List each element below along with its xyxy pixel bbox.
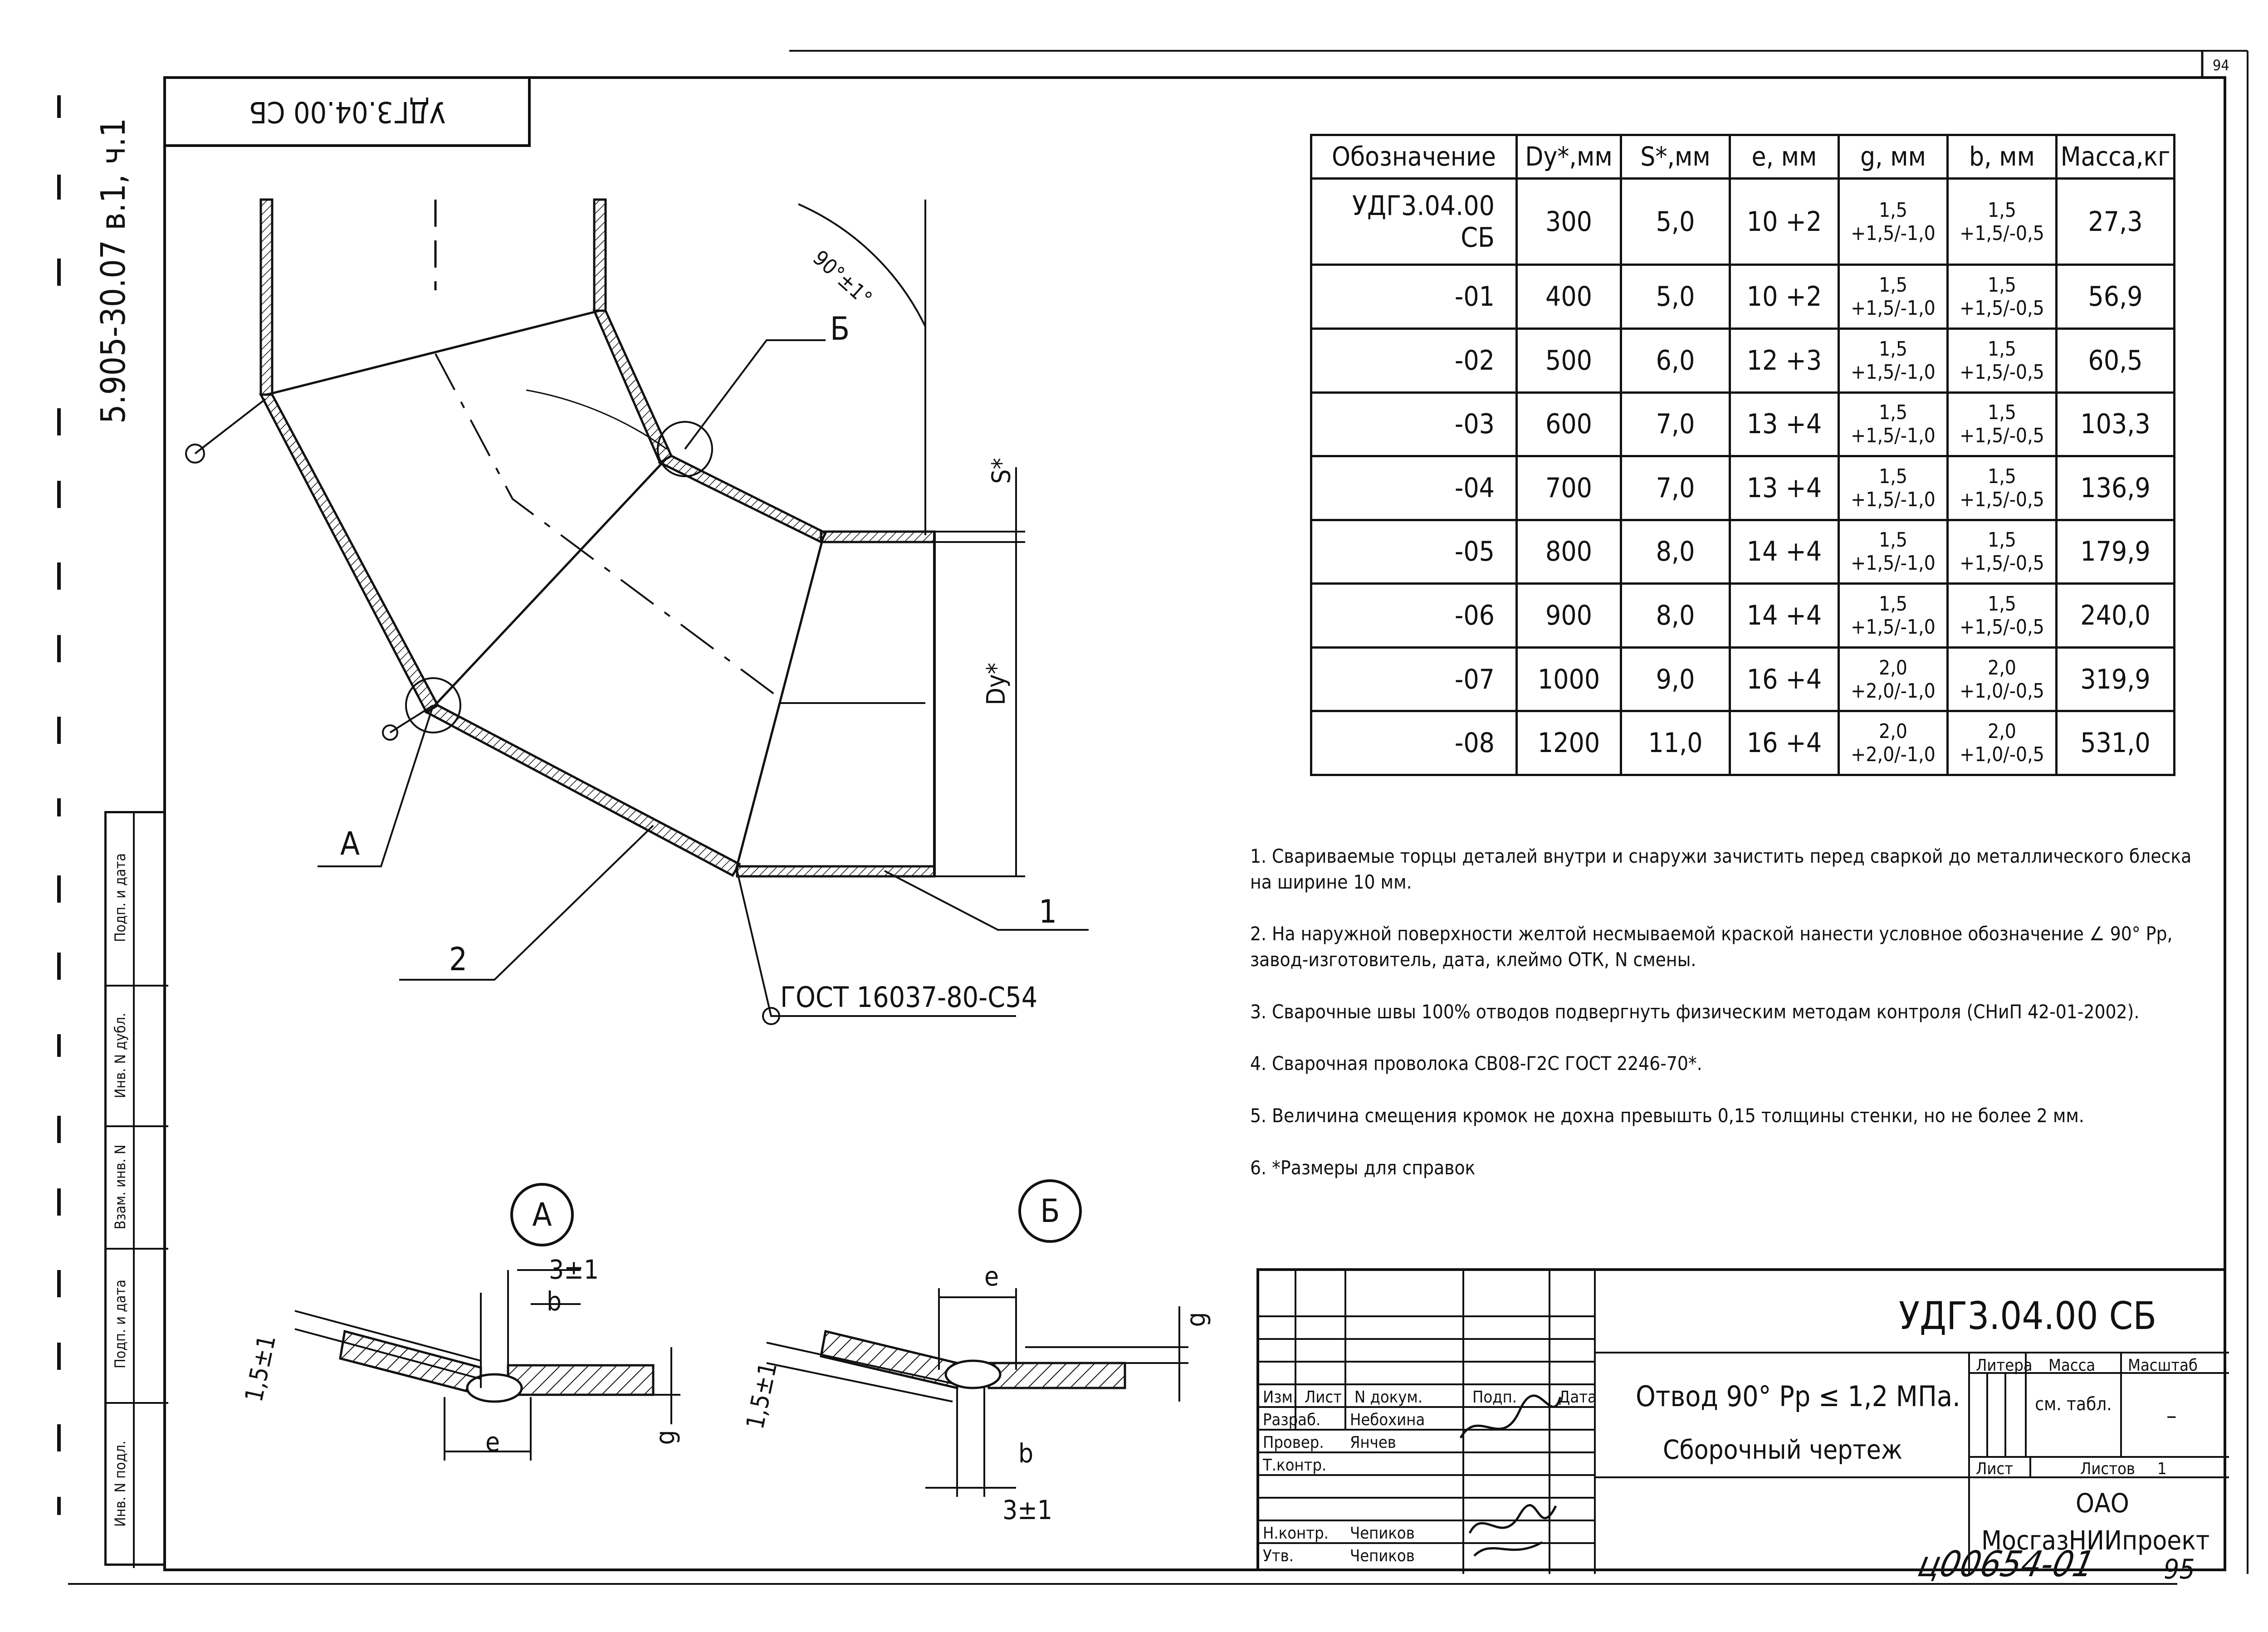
- detail-a-b: b: [547, 1286, 562, 1317]
- tb-litera-label: Литера: [1976, 1356, 2033, 1375]
- cell: -02: [1311, 328, 1517, 392]
- cell: 700: [1517, 456, 1621, 520]
- cell: 531,0: [2057, 711, 2175, 775]
- cell: 8,0: [1621, 520, 1730, 584]
- cell: 179,9: [2057, 520, 2175, 584]
- cell: 1,5 +1,5/-0,5: [1948, 456, 2057, 520]
- cell: 1,5 +1,5/-1,0: [1839, 178, 1948, 264]
- tb-sheet-label: Лист: [1976, 1460, 2014, 1478]
- stamp-duplicate-no: Инв. N дубл.: [112, 1012, 129, 1099]
- cell: 9,0: [1621, 647, 1730, 711]
- specification-table: [1310, 134, 2175, 776]
- tb-part-name: Отвод 90° Рр ≤ 1,2 МПа.: [1636, 1380, 1960, 1413]
- detail-b-g: g: [1180, 1312, 1212, 1327]
- title-block: [1256, 1268, 2226, 1571]
- detail-a-weld: [236, 1252, 689, 1506]
- tb-organization-1: ОАО: [2076, 1488, 2129, 1519]
- technical-notes: [1250, 844, 2203, 1207]
- cell: 1,5 +1,5/-1,0: [1839, 520, 1948, 584]
- cell: 2,0 +2,0/-1,0: [1839, 711, 1948, 775]
- detail-b-e: e: [984, 1261, 999, 1292]
- cell: 14 +4: [1730, 584, 1839, 648]
- cell: 2,0 +1,0/-0,5: [1948, 647, 2057, 711]
- tb-scale-label: Масштаб: [2128, 1356, 2198, 1375]
- cell: 11,0: [1621, 711, 1730, 775]
- tb-sheets-label: Листов: [2080, 1460, 2135, 1478]
- detail-b-label: [1018, 1179, 1082, 1243]
- cell: 1,5 +1,5/-0,5: [1948, 520, 2057, 584]
- tb-name-developer: Небохина: [1350, 1411, 1425, 1429]
- cell: 1,5 +1,5/-1,0: [1839, 328, 1948, 392]
- sheet-number-top: 94: [2213, 57, 2229, 74]
- cell: 1,5 +1,5/-1,0: [1839, 456, 1948, 520]
- cell: 500: [1517, 328, 1621, 392]
- cell: 1,5 +1,5/-1,0: [1839, 392, 1948, 456]
- cell: 600: [1517, 392, 1621, 456]
- cell: 27,3: [2057, 178, 2175, 264]
- note-6: 6. *Размеры для справок: [1250, 1156, 1476, 1179]
- cell: 7,0: [1621, 456, 1730, 520]
- note-4: 4. Сварочная проволока СВ08-Г2С ГОСТ 2246-70*.: [1250, 1052, 1702, 1075]
- leader-label-2: 2: [449, 941, 468, 978]
- leader-label-1: 1: [1039, 893, 1057, 930]
- tb-mass-value: см. табл.: [2035, 1394, 2112, 1415]
- table-row: [1311, 328, 2175, 392]
- header-dy: Dy*,мм: [1517, 135, 1621, 179]
- cell: -03: [1311, 392, 1517, 456]
- cell: 13 +4: [1730, 456, 1839, 520]
- cell: 2,0 +1,0/-0,5: [1948, 711, 2057, 775]
- cell: 16 +4: [1730, 647, 1839, 711]
- inverted-designation: УДГ3.04.00 СБ: [249, 95, 445, 128]
- table-row: [1311, 647, 2175, 711]
- note-3: 3. Сварочные швы 100% отводов подвергнуть физическим методам контроля (СНиП 42-01-2002).: [1250, 1000, 2140, 1023]
- tb-name-norm-control: Чепиков: [1350, 1524, 1415, 1543]
- elbow-assembly-drawing: [0, 0, 1270, 1089]
- cell: 56,9: [2057, 265, 2175, 329]
- detail-a-offset: 1,5±1: [239, 1332, 282, 1405]
- leader-label-B: Б: [830, 310, 850, 347]
- weld-standard-label: ГОСТ 16037-80-С54: [780, 981, 1038, 1014]
- table-row: [1311, 392, 2175, 456]
- cell: 1,5 +1,5/-1,0: [1839, 584, 1948, 648]
- cell: 8,0: [1621, 584, 1730, 648]
- tb-scale-value: –: [2166, 1402, 2177, 1429]
- side-document-code: 5.905-30.07 в.1, ч.1: [94, 117, 133, 424]
- table-row: [1311, 178, 2175, 264]
- stamp-sign-date-2: Подп. и дата: [112, 1279, 129, 1369]
- tb-designation: УДГ3.04.00 СБ: [1899, 1294, 2157, 1338]
- cell: 300: [1517, 178, 1621, 264]
- tb-col-docno: N докум.: [1354, 1388, 1423, 1407]
- cell: -07: [1311, 647, 1517, 711]
- cell: 5,0: [1621, 265, 1730, 329]
- cell: 2,0 +2,0/-1,0: [1839, 647, 1948, 711]
- cell: 1,5 +1,5/-0,5: [1948, 328, 2057, 392]
- tb-col-change: Изм.: [1263, 1388, 1298, 1407]
- note-2: 2. На наружной поверхности желтой несмываемой краской нанести условное обозначение ∠ 90° Рр, завод-изготовитель, дата, клеймо ОТК, N смены.: [1250, 923, 2173, 971]
- cell: 10 +2: [1730, 178, 1839, 264]
- signatures: [1452, 1370, 1569, 1569]
- angle-label: 90°±1°: [808, 245, 877, 311]
- cell: 10 +2: [1730, 265, 1839, 329]
- tb-name-checker: Янчев: [1350, 1433, 1396, 1452]
- cell: 136,9: [2057, 456, 2175, 520]
- tb-role-approver: Утв.: [1263, 1547, 1294, 1565]
- cell: 1,5 +1,5/-0,5: [1948, 265, 2057, 329]
- dim-wall-thickness: S*: [987, 458, 1017, 484]
- detail-a-label: [510, 1183, 574, 1246]
- cell: 400: [1517, 265, 1621, 329]
- header-mass: Масса,кг: [2057, 135, 2175, 179]
- cell: -08: [1311, 711, 1517, 775]
- cell: УДГ3.04.00 СБ: [1311, 178, 1517, 264]
- tb-col-date: Дата: [1559, 1388, 1597, 1407]
- tb-col-sign: Подп.: [1472, 1388, 1517, 1407]
- cell: 900: [1517, 584, 1621, 648]
- cell: 1200: [1517, 711, 1621, 775]
- detail-b-b: b: [1018, 1438, 1034, 1469]
- cell: 103,3: [2057, 392, 2175, 456]
- cell: 13 +4: [1730, 392, 1839, 456]
- cell: 240,0: [2057, 584, 2175, 648]
- header-s: S*,мм: [1621, 135, 1730, 179]
- tb-organization-2: МосгазНИИпроект: [1981, 1525, 2210, 1556]
- tb-sheets-value: 1: [2157, 1460, 2167, 1478]
- table-header-row: [1311, 135, 2175, 179]
- tb-mass-label: Масса: [2048, 1356, 2096, 1375]
- header-g: g, мм: [1839, 135, 1948, 179]
- tb-role-norm-control: Н.контр.: [1263, 1524, 1329, 1543]
- table-row: [1311, 456, 2175, 520]
- detail-a-e: e: [485, 1427, 500, 1457]
- cell: 1,5 +1,5/-0,5: [1948, 178, 2057, 264]
- note-1: 1. Свариваемые торцы деталей внутри и снаружи зачистить перед сваркой до металлического блеска на ширине 10 мм.: [1250, 845, 2192, 893]
- cell: 12 +3: [1730, 328, 1839, 392]
- cell: 1000: [1517, 647, 1621, 711]
- tb-name-approver: Чепиков: [1350, 1547, 1415, 1565]
- cell: 800: [1517, 520, 1621, 584]
- header-designation: Обозначение: [1311, 135, 1517, 179]
- tb-role-checker: Провер.: [1263, 1433, 1324, 1452]
- cell: 6,0: [1621, 328, 1730, 392]
- leader-label-A: А: [340, 825, 360, 862]
- header-e: e, мм: [1730, 135, 1839, 179]
- detail-a-g: g: [650, 1430, 681, 1445]
- tb-col-sheet: Лист: [1305, 1388, 1342, 1407]
- cell: -05: [1311, 520, 1517, 584]
- note-5: 5. Величина смещения кромок не дохна превышть 0,15 толщины стенки, но не более 2 мм.: [1250, 1104, 2084, 1127]
- table-row: [1311, 711, 2175, 775]
- cell: 1,5 +1,5/-0,5: [1948, 392, 2057, 456]
- cell: 5,0: [1621, 178, 1730, 264]
- stamp-original-inv: Инв. N подл.: [112, 1440, 129, 1527]
- sheet-number-bottom: 95: [2164, 1554, 2195, 1585]
- stamp-replaced-inv: Взам. инв. N: [112, 1144, 129, 1230]
- stamp-sign-date-1: Подп. и дата: [112, 853, 129, 943]
- detail-b-weld: [726, 1252, 1225, 1533]
- detail-a-gap: 3±1: [549, 1254, 599, 1285]
- header-b: b, мм: [1948, 135, 2057, 179]
- tb-role-developer: Разраб.: [1263, 1411, 1321, 1429]
- cell: 7,0: [1621, 392, 1730, 456]
- cell: 14 +4: [1730, 520, 1839, 584]
- tb-role-tech-control: Т.контр.: [1263, 1456, 1327, 1475]
- cell: 319,9: [2057, 647, 2175, 711]
- cell: -04: [1311, 456, 1517, 520]
- cell: 60,5: [2057, 328, 2175, 392]
- cell: -06: [1311, 584, 1517, 648]
- detail-b-offset: 1,5±1: [740, 1359, 783, 1432]
- cell: -01: [1311, 265, 1517, 329]
- tb-document-type: Сборочный чертеж: [1663, 1434, 1902, 1465]
- detail-b-letter: Б: [1040, 1192, 1060, 1230]
- detail-a-letter: А: [532, 1196, 552, 1233]
- table-row: [1311, 265, 2175, 329]
- dim-nominal-diameter: Dy*: [981, 663, 1011, 705]
- table-row: [1311, 584, 2175, 648]
- cell: 1,5 +1,5/-1,0: [1839, 265, 1948, 329]
- handwritten-stamp: ц00654-01: [1914, 1544, 2098, 1585]
- cell: 16 +4: [1730, 711, 1839, 775]
- cell: 1,5 +1,5/-0,5: [1948, 584, 2057, 648]
- detail-b-gap: 3±1: [1002, 1495, 1053, 1525]
- table-row: [1311, 520, 2175, 584]
